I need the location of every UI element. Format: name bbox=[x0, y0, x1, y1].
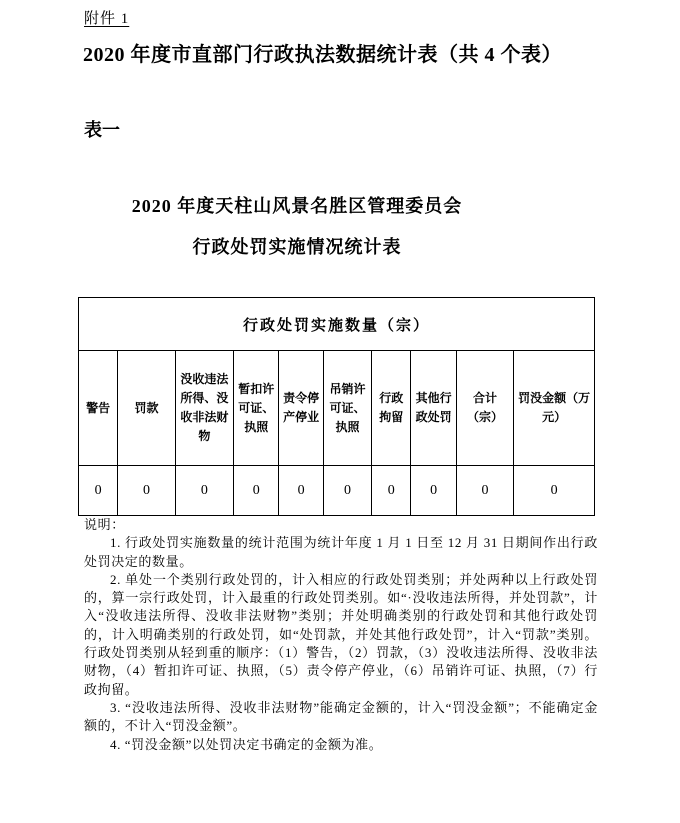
merged-header-cell: 行政处罚实施数量（宗） bbox=[79, 298, 595, 351]
note-item-4: 4. “罚没金额”以处罚决定书确定的金额为准。 bbox=[110, 736, 383, 752]
subtitle-line-1: 2020 年度天柱山风景名胜区管理委员会 bbox=[131, 196, 463, 216]
column-header-total: 合计（宗） bbox=[456, 351, 513, 466]
column-header-detention: 行政拘留 bbox=[372, 351, 411, 466]
value-other-penalty: 0 bbox=[411, 466, 456, 516]
value-order-shutdown: 0 bbox=[279, 466, 323, 516]
notes-heading: 说明： bbox=[84, 517, 125, 532]
table-value-row bbox=[79, 466, 595, 516]
value-total: 0 bbox=[456, 466, 513, 516]
subtitle-line-2: 行政处罚实施情况统计表 bbox=[192, 237, 402, 257]
column-header-revoke-license: 吊销许可证、执照 bbox=[323, 351, 371, 466]
note-item-2: 2. 单处一个类别行政处罚的，计入相应的行政处罚类别；并处两种以上行政处罚的，算一宗行政处罚，计入最重的行政处罚类别。如“·没收违法所得，并处罚款”，计入“没收违法所得、没收非法财物”类别；并处明确类别的行政处罚和其他行政处罚的，计入明确类别的行政处罚，如“处罚款，并处其他行政处罚”，计入“罚款”类别。行政处罚类别从轻到重的顺序：（1）警告，（2）罚款，（3）没收违法所得、没收非法财物，（4）暂扣许可证、执照，（5）责令停产停业，（6）吊销许可证、执照，（7）行政拘留。 bbox=[84, 571, 598, 697]
column-header-fine: 罚款 bbox=[118, 351, 175, 466]
column-header-confiscation: 没收违法所得、没收非法财物 bbox=[175, 351, 233, 466]
value-detention: 0 bbox=[372, 466, 411, 516]
note-item-3: 3. “没收违法所得、没收非法财物”能确定金额的，计入“罚没金额”；不能确定金额的，不计入“罚没金额”。 bbox=[84, 699, 598, 734]
table-one-label: 表一 bbox=[84, 120, 120, 140]
value-fine: 0 bbox=[118, 466, 175, 516]
column-header-other-penalty: 其他行政处罚 bbox=[411, 351, 456, 466]
value-confiscation: 0 bbox=[175, 466, 233, 516]
table-column-header-row bbox=[79, 351, 595, 466]
attachment-label: 附件 1 bbox=[84, 11, 130, 27]
penalty-stats-table bbox=[78, 297, 595, 516]
value-suspend-license: 0 bbox=[234, 466, 279, 516]
document-title: 2020 年度市直部门行政执法数据统计表（共 4 个表） bbox=[83, 44, 562, 66]
table-merged-header-row bbox=[79, 298, 595, 351]
table-subtitle bbox=[0, 192, 594, 259]
column-header-amount: 罚没金额（万元） bbox=[514, 351, 595, 466]
notes-section bbox=[84, 516, 598, 754]
value-warning: 0 bbox=[79, 466, 118, 516]
column-header-order-shutdown: 责令停产停业 bbox=[279, 351, 323, 466]
value-revoke-license: 0 bbox=[323, 466, 371, 516]
column-header-warning: 警告 bbox=[79, 351, 118, 466]
note-item-1: 1. 行政处罚实施数量的统计范围为统计年度 1 月 1 日至 12 月 31 日期间作出行政处罚决定的数量。 bbox=[84, 535, 598, 569]
column-header-suspend-license: 暂扣许可证、执照 bbox=[234, 351, 279, 466]
value-amount: 0 bbox=[514, 466, 595, 516]
